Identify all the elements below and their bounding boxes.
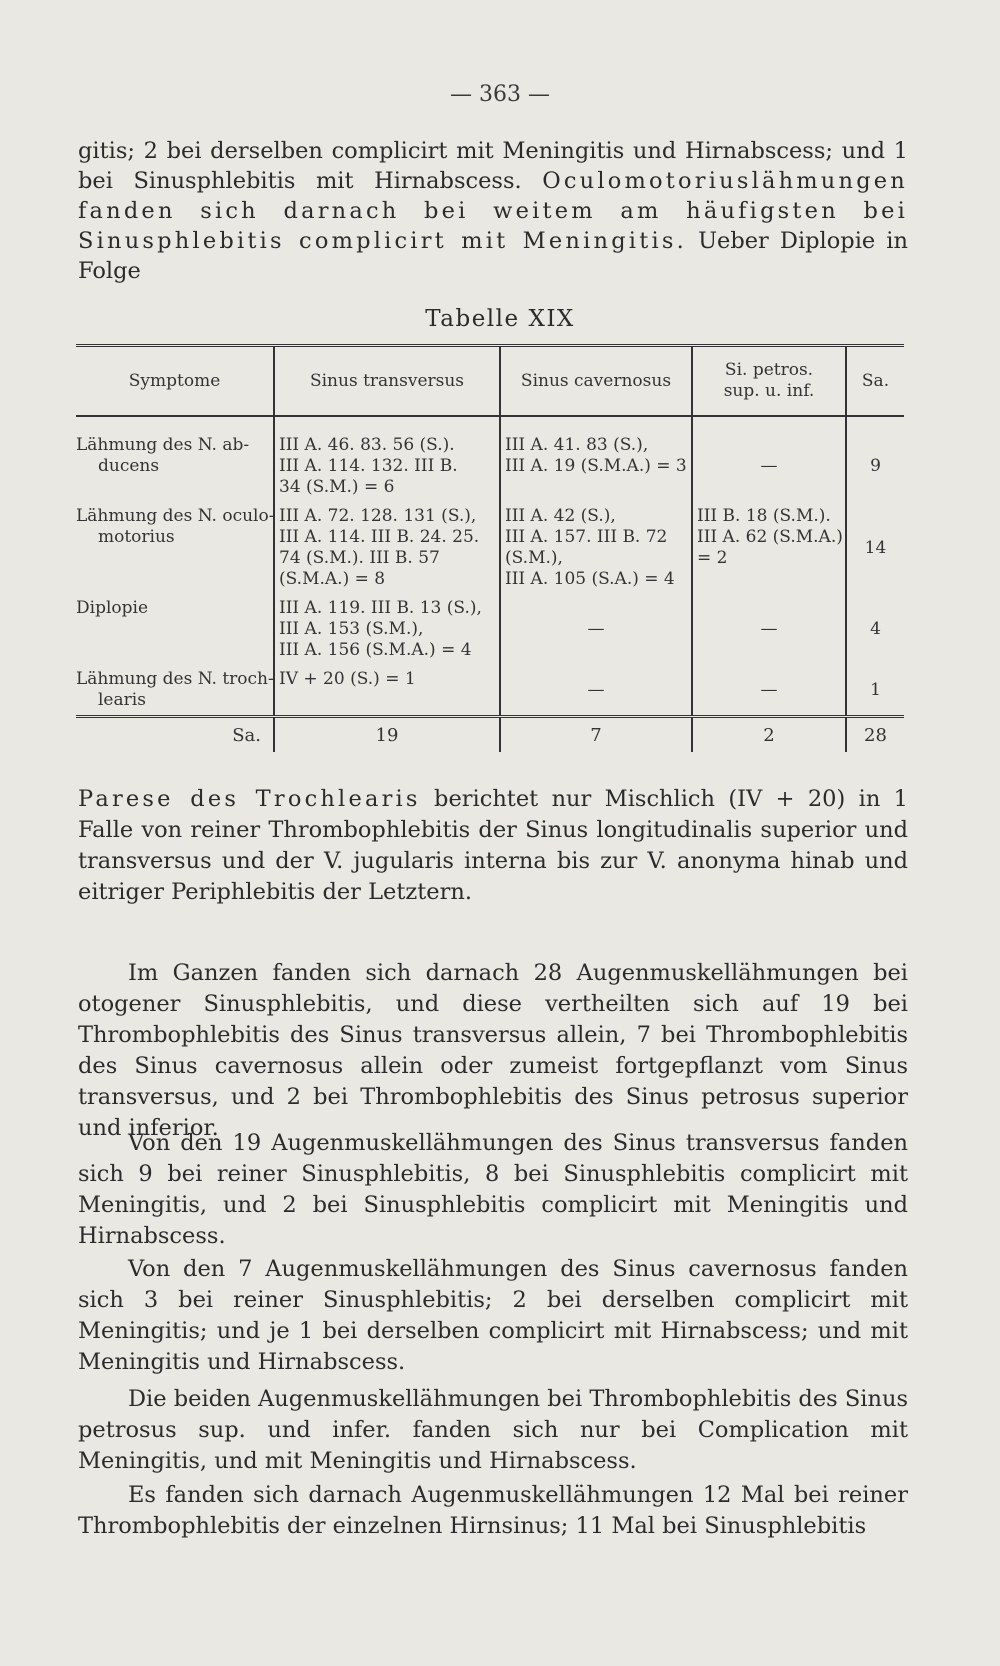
cell-symptom-line: Diplopie: [76, 598, 149, 618]
totals-sa: 28: [846, 717, 904, 753]
table-body: [76, 416, 904, 717]
cell-petros-line: = 2: [697, 548, 728, 568]
cell-symptom-line: Lähmung des N. troch-: [76, 669, 274, 689]
cell-sa: 1: [846, 665, 904, 717]
table-header-row: [76, 346, 904, 417]
cell-cavernosus-line: III A. 19 (S.M.A.) = 3: [505, 456, 687, 476]
cell-petros-line: —: [760, 456, 778, 476]
paragraph-summary: Im Ganzen fanden sich darnach 28 Augenmuskellähmungen bei otogener Sinusphlebitis, und diese vertheilten sich auf 19 bei Thrombophlebitis des Sinus transversus allein, 7 bei Thrombophlebitis des Sinus cavernosus allein oder zumeist fortgepflanzt vom Sinus transversus, und 2 bei Thrombophlebitis des Sinus petrosus superior und inferior.: [78, 960, 908, 1141]
cell-petros-line: III A. 62 (S.M.A.): [697, 527, 843, 547]
paragraph-trochlearis-spaced: Parese des Trochlearis: [78, 786, 421, 812]
cell-symptom-line: Lähmung des N. ab-: [76, 435, 250, 455]
totals-label: Sa.: [76, 717, 274, 753]
cell-petros: [692, 665, 846, 717]
header-petros-line-2: sup. u. inf.: [723, 381, 815, 401]
cell-sa: 9: [846, 416, 904, 502]
cell-transversus: [274, 502, 500, 594]
table-row: [76, 502, 904, 594]
cell-symptom: [76, 416, 274, 502]
totals-transversus: 19: [274, 717, 500, 753]
cell-petros-line: III B. 18 (S.M.).: [697, 506, 831, 526]
cell-petros-line: —: [760, 619, 778, 639]
totals-cavernosus: 7: [500, 717, 692, 753]
cell-symptom: [76, 594, 274, 665]
cell-transversus-line: 34 (S.M.) = 6: [279, 477, 395, 497]
cell-symptom: [76, 502, 274, 594]
header-symptome: Symptome: [76, 346, 274, 417]
cell-cavernosus-line: (S.M.),: [505, 548, 563, 568]
cell-cavernosus-line: III A. 42 (S.),: [505, 506, 616, 526]
paragraph-trochlearis-text: berichtet nur Mischlich (IV + 20) in 1 Falle von reiner Thrombophlebitis der Sinus longitudinalis superior und transversus und der V. jugularis interna bis zur V. anonyma hinab und eitriger Periphlebitis der Letztern.: [78, 786, 908, 905]
intro-paragraph: [78, 136, 908, 286]
cell-transversus-line: III A. 72. 128. 131 (S.),: [279, 506, 477, 526]
cell-transversus-line: III A. 46. 83. 56 (S.).: [279, 435, 455, 455]
cell-symptom-line: ducens: [98, 456, 160, 476]
data-table: [76, 344, 904, 752]
totals-petros: 2: [692, 717, 846, 753]
intro-spaced-text: Oculomotoriuslähmungen fanden sich darnach bei weitem am häufigsten bei Sinusphlebitis complicirt mit Meningitis.: [78, 168, 909, 254]
cell-cavernosus: [500, 416, 692, 502]
header-sinus-cavernosus: Sinus cavernosus: [500, 346, 692, 417]
page-number: — 363 —: [450, 82, 550, 107]
cell-cavernosus-line: III A. 157. III B. 72: [505, 527, 668, 547]
intro-text-1: gitis; 2 bei derselben complicirt mit Meningitis und Hirnabscess; und 1 bei Sinusphlebitis mit Hirnabscess.: [78, 138, 908, 194]
cell-cavernosus: [500, 665, 692, 717]
header-sinus-transversus: Sinus transversus: [274, 346, 500, 417]
paragraph-final: Es fanden sich darnach Augenmuskellähmungen 12 Mal bei reiner Thrombophlebitis der einzelnen Hirnsinus; 11 Mal bei Sinusphlebitis: [78, 1482, 908, 1539]
cell-transversus-line: III A. 156 (S.M.A.) = 4: [279, 640, 472, 660]
cell-cavernosus: [500, 594, 692, 665]
cell-transversus-line: III A. 114. 132. III B.: [279, 456, 458, 476]
cell-transversus: [274, 416, 500, 502]
header-sinus-petrosus: [692, 346, 846, 417]
cell-transversus-line: IV + 20 (S.) = 1: [279, 669, 416, 689]
paragraph-cavernosus: Von den 7 Augenmuskellähmungen des Sinus cavernosus fanden sich 3 bei reiner Sinusphlebitis; 2 bei derselben complicirt mit Meningitis; und je 1 bei derselben complicirt mit Hirnabscess; und mit Meningitis und Hirnabscess.: [78, 1256, 908, 1375]
cell-symptom-line: learis: [98, 690, 146, 710]
cell-symptom-line: Lähmung des N. oculo-: [76, 506, 275, 526]
cell-cavernosus: [500, 502, 692, 594]
paragraph-transversus: Von den 19 Augenmuskellähmungen des Sinus transversus fanden sich 9 bei reiner Sinusphlebitis, 8 bei Sinusphlebitis complicirt mit Meningitis, und 2 bei Sinusphlebitis complicirt mit Meningitis und Hirnabscess.: [78, 1130, 908, 1249]
totals-row: [76, 717, 904, 753]
header-sa: Sa.: [846, 346, 904, 417]
paragraph-trochlearis: [78, 784, 908, 908]
cell-transversus: [274, 665, 500, 717]
cell-symptom-line: motorius: [98, 527, 175, 547]
cell-cavernosus-line: III A. 41. 83 (S.),: [505, 435, 649, 455]
table-row: [76, 665, 904, 717]
table-title: Tabelle XIX: [425, 306, 575, 332]
cell-cavernosus-line: —: [587, 619, 605, 639]
cell-transversus-line: 74 (S.M.). III B. 57: [279, 548, 440, 568]
cell-transversus-line: (S.M.A.) = 8: [279, 569, 386, 589]
intro-text-2: Ueber Diplopie in Folge: [78, 228, 908, 284]
cell-symptom: [76, 665, 274, 717]
cell-petros: [692, 416, 846, 502]
cell-cavernosus-line: —: [587, 679, 605, 700]
cell-transversus-line: III A. 114. III B. 24. 25.: [279, 527, 480, 547]
cell-petros: [692, 594, 846, 665]
cell-transversus: [274, 594, 500, 665]
cell-petros-line: —: [760, 679, 778, 700]
paragraph-petrosus: Die beiden Augenmuskellähmungen bei Thrombophlebitis des Sinus petrosus sup. und infer. fanden sich nur bei Complication mit Meningitis, und mit Meningitis und Hirnabscess.: [78, 1386, 908, 1474]
cell-sa: 14: [846, 502, 904, 594]
cell-transversus-line: III A. 153 (S.M.),: [279, 619, 424, 639]
cell-sa: 4: [846, 594, 904, 665]
table-row: [76, 416, 904, 502]
cell-cavernosus-line: III A. 105 (S.A.) = 4: [505, 569, 675, 589]
cell-petros: [692, 502, 846, 594]
table-row: [76, 594, 904, 665]
header-petros-line-1: Si. petros.: [724, 360, 814, 380]
cell-transversus-line: III A. 119. III B. 13 (S.),: [279, 598, 482, 618]
